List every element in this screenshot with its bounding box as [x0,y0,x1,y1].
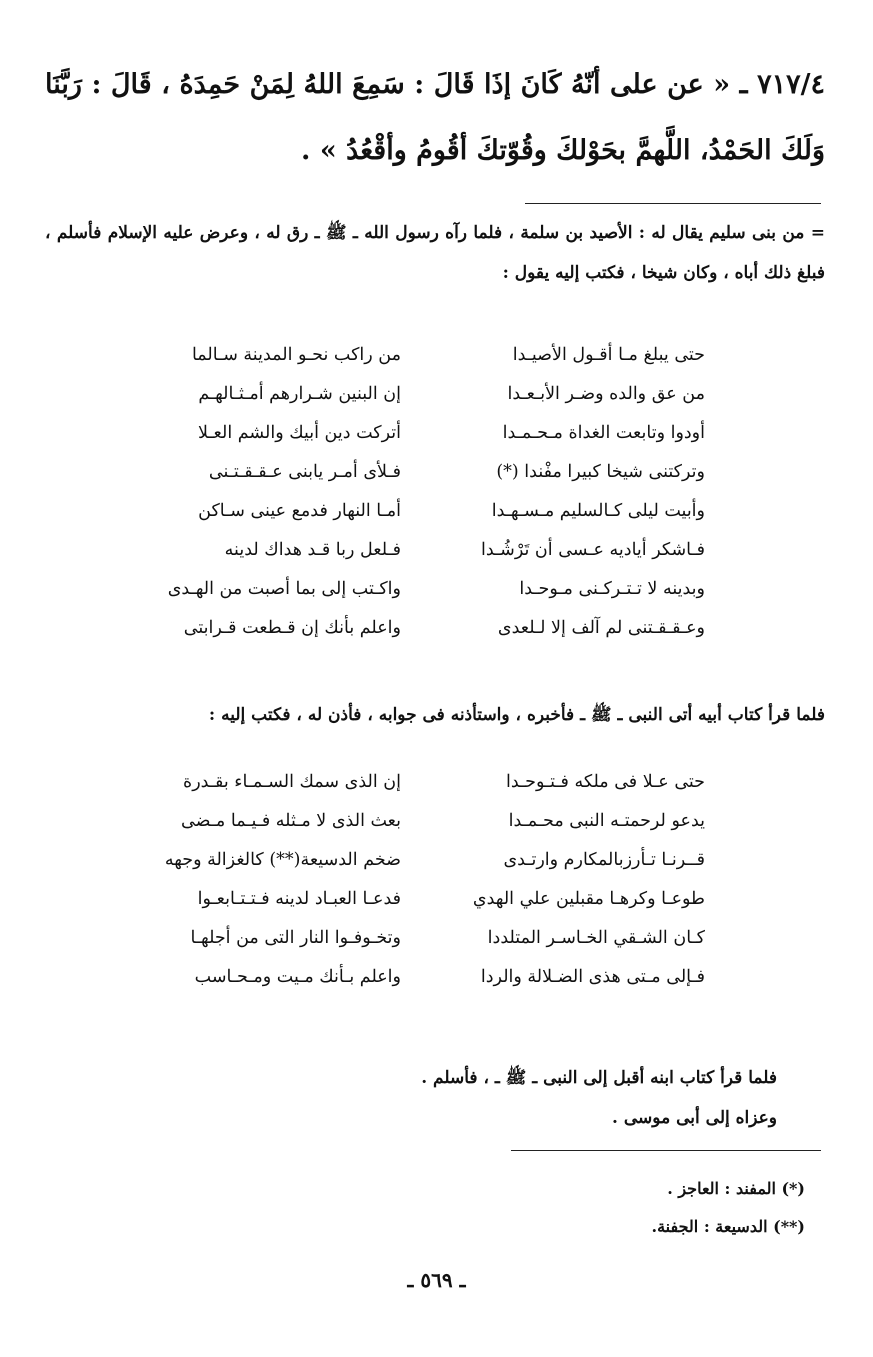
verse-second-hemistich: وبدينه لا تـتـركـنى مـوحـدا [519,579,705,599]
verse-second-hemistich: كـان الشـقي الخـاسـر المتلددا [487,928,705,948]
page-number: ـ ٥٦٩ ـ [407,1268,466,1292]
verse-second-hemistich: وأبيت ليلى كـالسليم مـسـهـدا [491,501,705,521]
verse [0,880,873,919]
poem-father [0,336,873,648]
poem-son [0,763,873,997]
verse [0,336,873,375]
verse-second-hemistich: وتركتنى شيخا كبيرا مفْندا (*) [496,462,705,482]
verse [0,609,873,648]
verse [0,958,873,997]
verse [0,492,873,531]
verse [0,919,873,958]
verse-first-hemistich: إن الذى سمك السـمـاء بقـدرة [183,772,401,792]
verse-first-hemistich: فـلعل ربا قـد هداك لدينه [224,540,401,560]
verse-second-hemistich: يدعو لرحمتـه النبى محـمـدا [508,811,705,831]
verse [0,414,873,453]
verse-first-hemistich: فـلأى أمـر يابنى عـقـقـتـنى [208,462,401,482]
verse-first-hemistich: فدعـا العبـاد لدينه فـتـتـابعـوا [197,889,401,909]
footnote-divider-top [525,203,821,204]
verse [0,570,873,609]
closing-paragraph [77,1058,777,1138]
verse-second-hemistich: طوعـا وكرهـا مقبلين علي الهدي [472,889,705,909]
verse [0,841,873,880]
narration-paragraph: فلما قرأ كتاب أبيه أتى النبى ـ ﷺ ـ فأخبره ، واستأذنه فى جوابه ، فأذن له ، فكتب إليه : [208,705,825,725]
verse [0,453,873,492]
verse-first-hemistich: أتركت دين أبيك والشم العـلا [197,423,401,443]
verse-first-hemistich: أمـا النهار فدمع عينى سـاكن [198,501,401,521]
footnote-divider [511,1150,821,1151]
verse-second-hemistich: حتى عـلا فى ملكه فـتـوحـدا [505,772,705,792]
verse-first-hemistich: واعلم بـأنك مـيت ومـحـاسب [194,967,401,987]
intro-footnote: = من بنى سليم يقال له : الأصيد بن سلمة ، فلما رآه رسول الله ـ ﷺ ـ رق له ، وعرض عليه الإسلام فأسلم ، فبلغ ذلك أباه ، وكان شيخا ، فكتب إليه يقول : [45,223,825,283]
footnotes [65,1170,805,1246]
hadith-text: ٧١٧/٤ ـ « عن على أنّهُ كَانَ إذَا قَالَ : سَمِعَ اللهُ لِمَنْ حَمِدَهُ ، قَالَ : رَبَّنَا وَلَكَ الحَمْدُ، اللَّهمَّ بحَوْلكَ وقُوّتكَ أقُومُ وأقْعُدُ » . [45,69,825,166]
footnote: (*) المفند : العاجز . [667,1179,805,1198]
verse [0,802,873,841]
verse-second-hemistich: فـإلى مـتى هذى الضـلالة والردا [480,967,705,987]
verse-first-hemistich: واعلم بأنك إن قـطعت قـرابتى [183,618,401,638]
closing-line: فلما قرأ كتاب ابنه أقبل إلى النبى ـ ﷺ ـ ، فأسلم . [421,1068,777,1088]
footnote: (**) الدسيعة : الجفنة. [651,1217,805,1236]
verse-second-hemistich: حتى يبلغ مـا أقـول الأصيـدا [512,345,705,365]
verse-second-hemistich: من عق والده وضـر الأبـعـدا [507,384,705,404]
verse-second-hemistich: أودوا وتابعت الغداة مـحـمـدا [502,423,705,443]
verse-first-hemistich: ضخم الدسيعة(**) كالغزالة وجهه [164,850,401,870]
verse-first-hemistich: وتخـوفـوا النار التى من أجلهـا [190,928,401,948]
verse-second-hemistich: قــرنـا تـأرزبالمكارم وارتـدى [503,850,705,870]
verse-second-hemistich: وعـقـقـتنى لم آلف إلا لـلعدى [497,618,705,638]
attribution-line: وعزاه إلى أبى موسى . [612,1108,777,1128]
verse-first-hemistich: بعث الذى لا مـثله فـيـما مـضى [181,811,401,831]
verse-first-hemistich: إن البنين شـرارهم أمـثـالهـم [198,384,401,404]
verse [0,763,873,802]
verse [0,375,873,414]
verse [0,531,873,570]
verse-second-hemistich: فـاشكر أياديه عـسى أن تَرْشُـدا [480,540,705,560]
verse-first-hemistich: من راكب نحـو المدينة سـالما [191,345,401,365]
verse-first-hemistich: واكـتب إلى بما أصبت من الهـدى [167,579,401,599]
